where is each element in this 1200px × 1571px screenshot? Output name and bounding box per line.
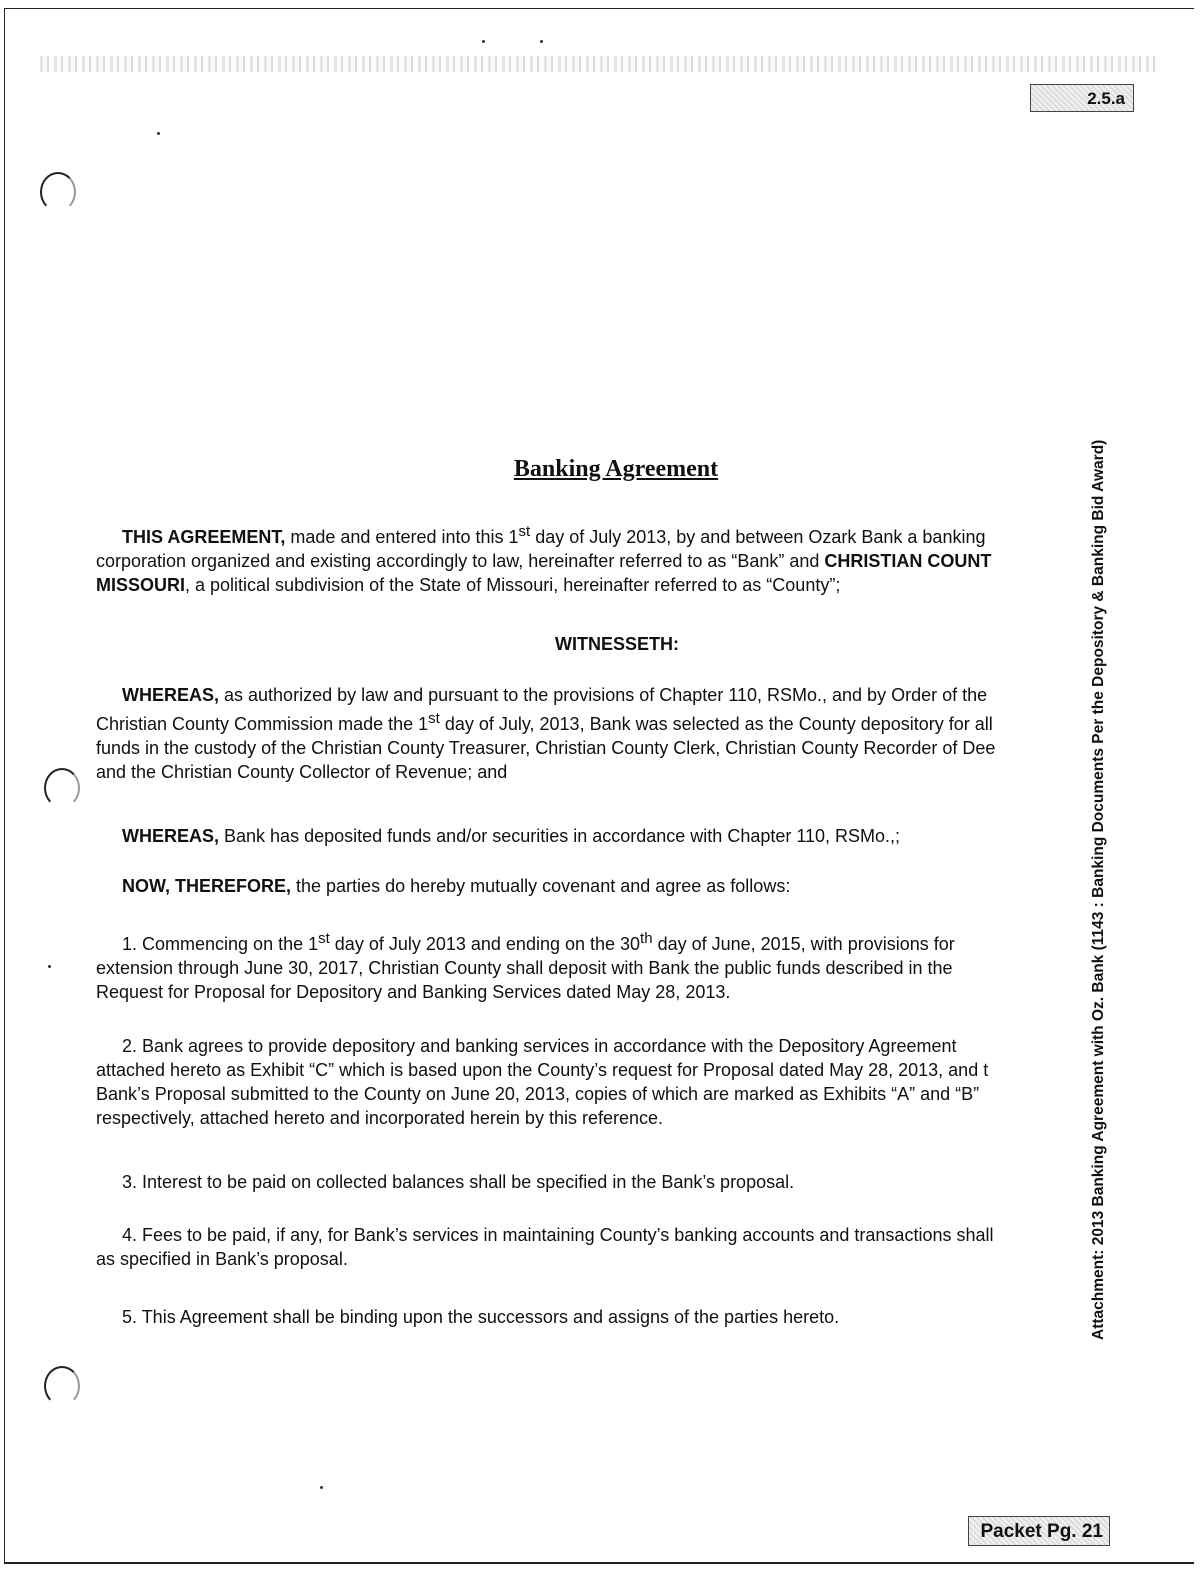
superscript: st — [518, 523, 531, 540]
packet-page-stamp: Packet Pg. 21 — [968, 1516, 1110, 1546]
clause-1 — [96, 927, 1086, 1004]
attachment-side-note: Attachment: 2013 Banking Agreement with Oz. Bank (1143 : Banking Documents Per the Depository & Banking Bid Award) — [1090, 439, 1107, 1340]
text-line: as specified in Bank’s proposal. — [96, 1249, 348, 1269]
clause-5 — [96, 1305, 1086, 1329]
item-number-stamp: 2.5.a — [1030, 84, 1134, 112]
whereas-paragraph-2 — [96, 824, 1086, 848]
text-run: day of July 2013, by and between Ozark Bank a banking — [530, 527, 986, 547]
scan-speck — [540, 40, 543, 43]
punch-hole-bottom — [44, 1366, 80, 1406]
clause-4 — [96, 1223, 1086, 1271]
text-line: extension through June 30, 2017, Christian County shall deposit with Bank the public funds described in the — [96, 958, 953, 978]
punch-hole-middle — [44, 768, 80, 808]
text-line: respectively, attached hereto and incorporated herein by this reference. — [96, 1108, 663, 1128]
text-run: day of July 2013 and ending on the 30 — [329, 934, 641, 954]
text-line: and the Christian County Collector of Revenue; and — [96, 762, 508, 782]
text-run: day of June, 2015, with provisions for — [652, 934, 955, 954]
text-run: Christian County Commission made the 1 — [96, 714, 429, 734]
text-run: made and entered into this 1 — [285, 527, 519, 547]
text-line: 5. This Agreement shall be binding upon the successors and assigns of the parties hereto. — [122, 1307, 840, 1327]
text-line: 4. Fees to be paid, if any, for Bank’s services in maintaining County’s banking accounts and transactions shall — [122, 1225, 994, 1245]
intro-lead: THIS AGREEMENT, — [122, 527, 286, 547]
county-name: CHRISTIAN COUNT — [824, 551, 992, 571]
text-run: day of July, 2013, Bank was selected as the County depository for all — [439, 714, 993, 734]
intro-paragraph — [96, 520, 1086, 597]
now-therefore-lead: NOW, THEREFORE, — [122, 876, 292, 896]
punch-hole-top — [40, 172, 76, 212]
text-line: attached hereto as Exhibit “C” which is based upon the County’s request for Proposal dated May 28, 2013, and t — [96, 1060, 989, 1080]
whereas-lead: WHEREAS, — [122, 685, 220, 705]
text-line: 2. Bank agrees to provide depository and banking services in accordance with the Depository Agreement — [122, 1036, 957, 1056]
now-therefore-paragraph — [96, 874, 1086, 898]
text-line: 3. Interest to be paid on collected balances shall be specified in the Bank’s proposal. — [122, 1172, 795, 1192]
whereas-paragraph-1 — [96, 683, 1086, 784]
text-run: , a political subdivision of the State of Missouri, hereinafter referred to as “County”; — [185, 575, 841, 595]
text-line: funds in the custody of the Christian County Treasurer, Christian County Clerk, Christian County Recorder of Dee — [96, 738, 996, 758]
text-run: Bank has deposited funds and/or securities in accordance with Chapter 110, RSMo.,; — [219, 826, 901, 846]
document-title: Banking Agreement — [513, 456, 719, 482]
scan-speck — [320, 1486, 323, 1489]
text-line: Bank’s Proposal submitted to the County on June 20, 2013, copies of which are marked as Exhibits “A” and “B” — [96, 1084, 980, 1104]
text-run: the parties do hereby mutually covenant and agree as follows: — [291, 876, 791, 896]
page-border — [4, 8, 1194, 1564]
superscript: st — [428, 710, 440, 727]
superscript: st — [318, 930, 330, 947]
text-line: Request for Proposal for Depository and Banking Services dated May 28, 2013. — [96, 982, 731, 1002]
clause-3 — [96, 1170, 1086, 1194]
scan-speck — [48, 965, 51, 968]
text-run: 1. Commencing on the 1 — [122, 934, 319, 954]
clause-2 — [96, 1034, 1086, 1130]
whereas-lead: WHEREAS, — [122, 826, 220, 846]
scan-noise-strip — [40, 56, 1160, 72]
superscript: th — [640, 930, 653, 947]
scan-speck — [157, 132, 160, 135]
witnesseth-heading: WITNESSETH: — [555, 634, 679, 654]
scan-speck — [482, 40, 485, 43]
text-run: corporation organized and existing accordingly to law, hereinafter referred to as “Bank” and — [96, 551, 825, 571]
text-run: as authorized by law and pursuant to the provisions of Chapter 110, RSMo., and by Order of the — [219, 685, 988, 705]
state-name: MISSOURI — [96, 575, 186, 595]
